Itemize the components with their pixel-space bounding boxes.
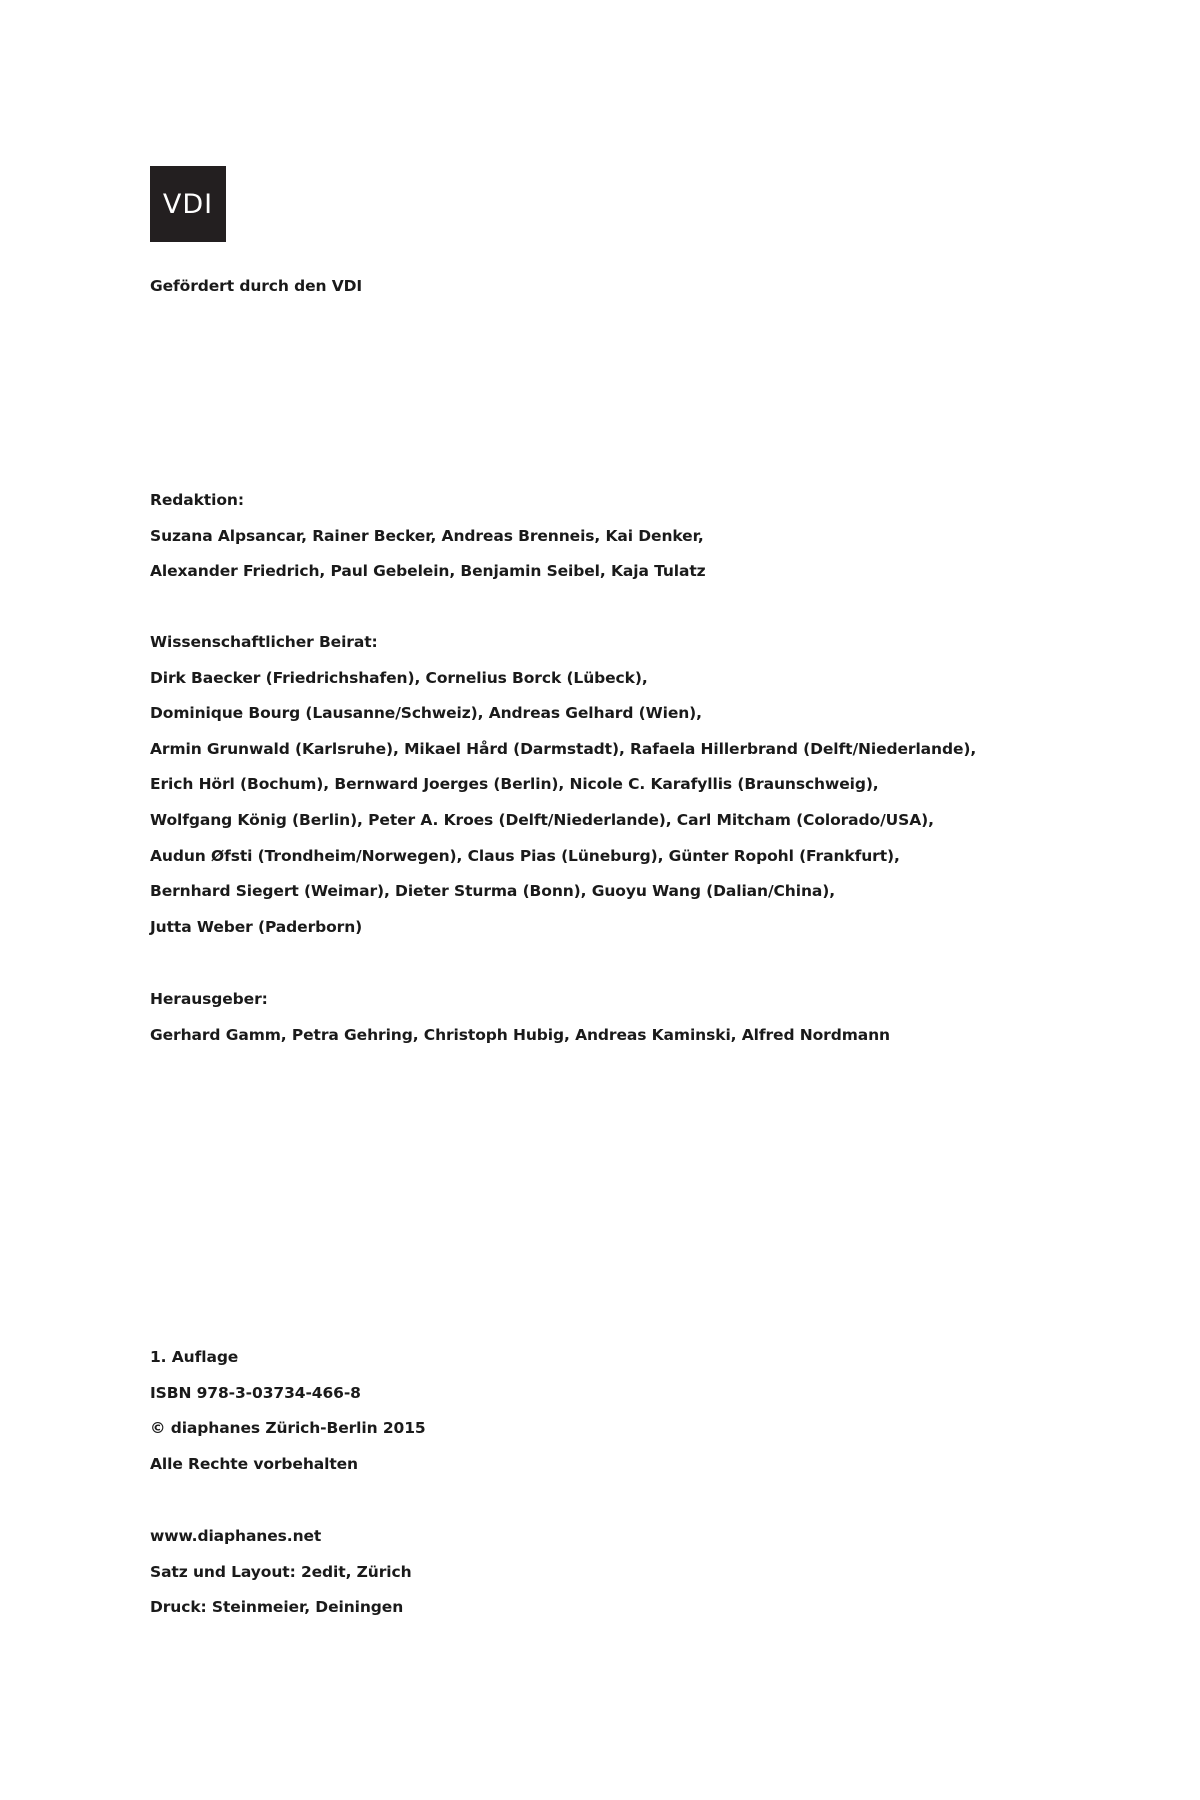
beirat-line: Audun Øfsti (Trondheim/Norwegen), Claus Pias (Lüneburg), Günter Ropohl (Frankfurt), (150, 846, 900, 865)
production-section (150, 1526, 412, 1633)
sponsor-note: Gefördert durch den VDI (150, 277, 363, 295)
isbn: ISBN 978-3-03734-466-8 (150, 1383, 361, 1402)
layout-credit: Satz und Layout: 2edit, Zürich (150, 1562, 412, 1581)
beirat-line: Erich Hörl (Bochum), Bernward Joerges (Berlin), Nicole C. Karafyllis (Braunschweig), (150, 775, 879, 794)
copyright: © diaphanes Zürich-Berlin 2015 (150, 1419, 426, 1438)
redaktion-line: Alexander Friedrich, Paul Gebelein, Benjamin Seibel, Kaja Tulatz (150, 562, 706, 581)
beirat-line: Bernhard Siegert (Weimar), Dieter Sturma (Bonn), Guoyu Wang (Dalian/China), (150, 882, 836, 901)
herausgeber-section (150, 989, 890, 1060)
print-credit: Druck: Steinmeier, Deiningen (150, 1598, 404, 1617)
herausgeber-heading: Herausgeber: (150, 990, 268, 1008)
beirat-heading: Wissenschaftlicher Beirat: (150, 633, 378, 651)
vdi-logo (150, 166, 226, 242)
redaktion-section (150, 490, 706, 597)
redaktion-heading: Redaktion: (150, 491, 244, 509)
redaktion-line: Suzana Alpsancar, Rainer Becker, Andreas Brenneis, Kai Denker, (150, 526, 704, 545)
beirat-section (150, 632, 976, 952)
beirat-line: Wolfgang König (Berlin), Peter A. Kroes (Delft/Niederlande), Carl Mitcham (Colorado/USA), (150, 810, 934, 829)
herausgeber-names: Gerhard Gamm, Petra Gehring, Christoph Hubig, Andreas Kaminski, Alfred Nordmann (150, 1025, 890, 1044)
edition: 1. Auflage (150, 1348, 239, 1366)
vdi-logo-text: VDI (162, 188, 214, 220)
website-link[interactable]: www.diaphanes.net (150, 1527, 322, 1545)
beirat-line: Dirk Baecker (Friedrichshafen), Cornelius Borck (Lübeck), (150, 668, 648, 687)
imprint-section (150, 1347, 426, 1489)
beirat-line: Armin Grunwald (Karlsruhe), Mikael Hård (Darmstadt), Rafaela Hillerbrand (Delft/Niederlande), (150, 739, 977, 758)
beirat-line: Dominique Bourg (Lausanne/Schweiz), Andreas Gelhard (Wien), (150, 704, 702, 723)
beirat-line: Jutta Weber (Paderborn) (150, 917, 363, 936)
rights-reserved: Alle Rechte vorbehalten (150, 1454, 358, 1473)
